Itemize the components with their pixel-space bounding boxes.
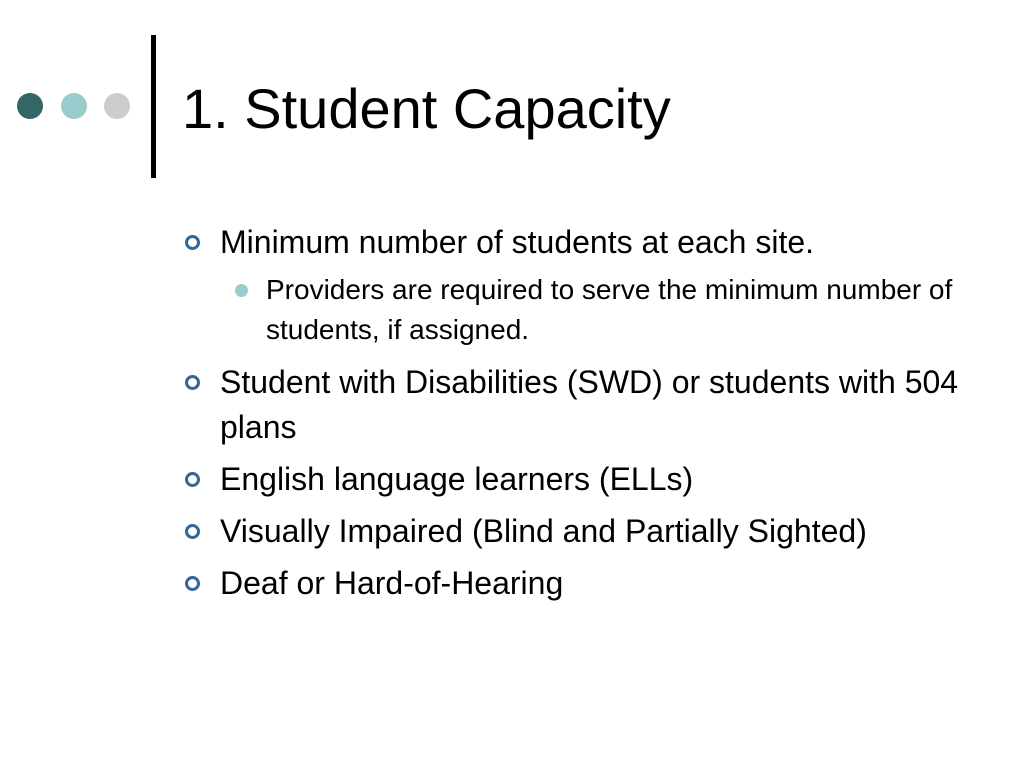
decorative-dot-medium bbox=[61, 93, 87, 119]
hollow-circle-bullet-icon bbox=[185, 472, 200, 487]
bullet-item bbox=[184, 220, 964, 350]
hollow-circle-bullet-icon bbox=[185, 576, 200, 591]
decorative-dot-dark bbox=[17, 93, 43, 119]
hollow-circle-bullet-icon bbox=[185, 235, 200, 250]
bullet-item bbox=[184, 509, 964, 554]
bullet-text: Visually Impaired (Blind and Partially Sighted) bbox=[220, 513, 867, 549]
filled-circle-bullet-icon bbox=[235, 284, 248, 297]
bullet-text: English language learners (ELLs) bbox=[220, 461, 694, 497]
hollow-circle-bullet-icon bbox=[185, 524, 200, 539]
bullet-item bbox=[184, 360, 964, 450]
slide-title: 1. Student Capacity bbox=[182, 77, 671, 140]
bullet-item bbox=[184, 561, 964, 606]
hollow-circle-bullet-icon bbox=[185, 375, 200, 390]
bullet-text: Student with Disabilities (SWD) or students with 504 plans bbox=[220, 364, 959, 445]
decorative-dot-light bbox=[104, 93, 130, 119]
sub-bullet-item bbox=[222, 270, 964, 350]
bullet-text: Deaf or Hard-of-Hearing bbox=[220, 565, 564, 601]
title-divider-line bbox=[151, 35, 156, 178]
bullet-list bbox=[184, 220, 964, 613]
bullet-text: Minimum number of students at each site. bbox=[220, 224, 815, 260]
sub-bullet-list bbox=[220, 270, 964, 350]
bullet-item bbox=[184, 457, 964, 502]
sub-bullet-text: Providers are required to serve the minimum number of students, if assigned. bbox=[266, 274, 953, 345]
